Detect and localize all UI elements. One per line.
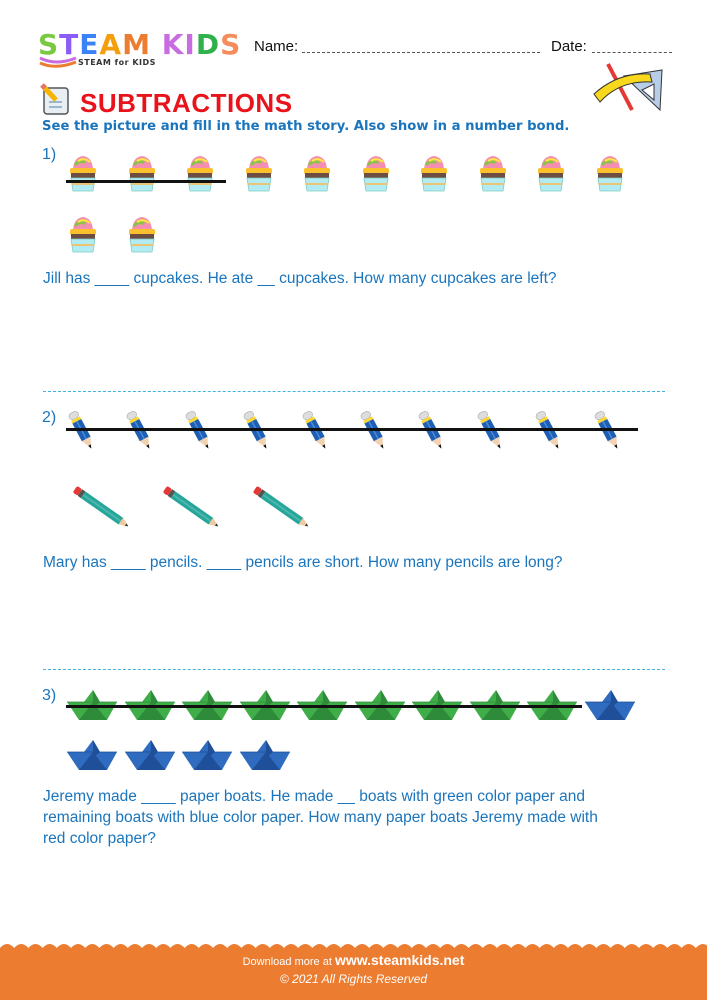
green-paper-boat-icon — [412, 690, 462, 726]
question-3-story — [43, 786, 598, 849]
worksheet-pencil-scroll-icon — [38, 82, 74, 118]
cupcake-icon — [300, 153, 334, 197]
blue-paper-boat-icon — [585, 690, 635, 726]
worksheet-title: SUBTRACTIONS — [80, 88, 293, 118]
cupcake-icon — [476, 153, 510, 197]
green-paper-boat-icon — [527, 690, 577, 726]
short-pencil-icon — [125, 408, 155, 458]
green-paper-boat-icon — [125, 690, 175, 726]
logo-subtitle: STEAM for KIDS — [78, 58, 156, 67]
green-paper-boat-icon — [355, 690, 405, 726]
short-pencil-icon — [242, 408, 272, 458]
cupcake-icon — [417, 153, 451, 197]
long-pencil-icon — [157, 484, 227, 536]
cupcake-icon — [125, 214, 159, 258]
cupcake-icon — [66, 214, 100, 258]
green-paper-boat-icon — [240, 690, 290, 726]
short-pencil-icon — [534, 408, 564, 458]
cupcake-icon — [125, 153, 159, 197]
cupcake-icon — [242, 153, 276, 197]
short-pencil-icon — [184, 408, 214, 458]
green-paper-boat-icon — [182, 690, 232, 726]
logo-letter: D — [195, 28, 221, 61]
question-3-number: 3) — [42, 687, 57, 704]
date-field[interactable] — [592, 52, 672, 53]
short-pencil-icon — [593, 408, 623, 458]
short-pencil-icon — [359, 408, 389, 458]
logo-letter: S — [38, 28, 60, 61]
question-1-number: 1) — [42, 146, 57, 163]
question-2-number: 2) — [42, 409, 57, 426]
cupcake-icon — [534, 153, 568, 197]
question-3-crossout-line — [66, 705, 582, 708]
cupcake-icon — [183, 153, 217, 197]
name-label: Name: — [254, 38, 299, 55]
logo-letter: E — [79, 28, 100, 61]
question-1-crossout-line — [66, 180, 226, 183]
short-pencil-icon — [476, 408, 506, 458]
cupcake-icon — [593, 153, 627, 197]
short-pencil-icon — [67, 408, 97, 458]
separator-1 — [43, 391, 665, 392]
green-paper-boat-icon — [470, 690, 520, 726]
footer-download-text — [0, 952, 707, 968]
question-3-story-line-1: Jeremy made ____ paper boats. He made __ boats with green color paper and — [43, 788, 585, 805]
question-3-story-line-3: red color paper? — [43, 830, 156, 847]
blue-paper-boat-icon — [67, 740, 117, 776]
logo-letter: A — [99, 28, 123, 61]
logo-letter: M — [122, 28, 151, 61]
green-paper-boat-icon — [67, 690, 117, 726]
long-pencil-icon — [247, 484, 317, 536]
geometry-tools-icon — [590, 60, 670, 115]
blue-paper-boat-icon — [240, 740, 290, 776]
short-pencil-icon — [417, 408, 447, 458]
question-1-story: Jill has ____ cupcakes. He ate __ cupcakes. How many cupcakes are left? — [43, 270, 557, 287]
logo-letter: S — [220, 28, 242, 61]
logo-letter: T — [59, 28, 80, 61]
date-label: Date: — [551, 38, 587, 55]
question-2-crossout-line — [66, 428, 638, 431]
blue-paper-boat-icon — [125, 740, 175, 776]
question-3-story-line-2: remaining boats with blue color paper. How many paper boats Jeremy made with — [43, 809, 598, 826]
cupcake-icon — [66, 153, 100, 197]
footer-download-prefix: Download more at — [242, 956, 332, 968]
long-pencil-icon — [67, 484, 137, 536]
logo-swoosh-icon — [38, 56, 78, 70]
logo-letter: I — [184, 28, 196, 61]
footer-copyright: © 2021 All Rights Reserved — [279, 972, 428, 986]
logo-letter: K — [161, 28, 185, 61]
cupcake-icon — [359, 153, 393, 197]
name-field[interactable] — [302, 52, 540, 53]
steam-kids-logo — [38, 28, 242, 67]
footer-website-link[interactable]: www.steamkids.net — [334, 952, 465, 968]
green-paper-boat-icon — [297, 690, 347, 726]
logo-letter — [151, 28, 162, 61]
question-2-story: Mary has ____ pencils. ____ pencils are short. How many pencils are long? — [43, 554, 563, 571]
separator-2 — [43, 669, 665, 670]
short-pencil-icon — [301, 408, 331, 458]
blue-paper-boat-icon — [182, 740, 232, 776]
instructions: See the picture and fill in the math story. Also show in a number bond. — [42, 119, 570, 134]
